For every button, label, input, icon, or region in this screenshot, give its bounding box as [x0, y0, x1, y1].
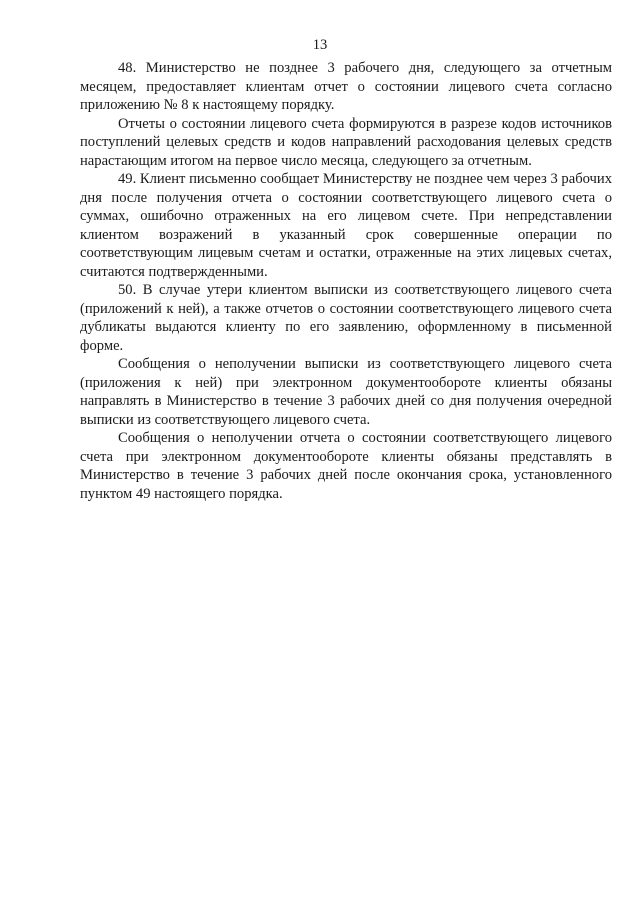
paragraph-49: 49. Клиент письменно сообщает Министерству не позднее чем через 3 рабочих дня после получения отчета о состоянии соответствующего лицевого счета о суммах, ошибочно отраженных на его лицевом счете. При непредставлении клиентом возражений в указанный срок совершенные операции по соответствующим лицевым счетам и остатки, отраженные на этих лицевых счетах, считаются подтвержденными. — [80, 171, 612, 280]
paragraph-50: 50. В случае утери клиентом выписки из соответствующего лицевого счета (приложений к ней), а также отчетов о состоянии соответствующего лицевого счета дубликаты выдаются клиенту по его заявлению, оформленному в письменной форме. — [80, 282, 612, 354]
paragraph-48-reports: Отчеты о состоянии лицевого счета формируются в разрезе кодов источников поступлений целевых средств и кодов направлений расходования целевых средств нарастающим итогом на первое число месяца, следующего за отчетным. — [80, 115, 612, 169]
paragraph-48: 48. Министерство не позднее 3 рабочего дня, следующего за отчетным месяцем, предоставляет клиентам отчет о состоянии лицевого счета согласно приложению № 8 к настоящему порядку. — [80, 60, 612, 113]
page-number: 13 — [312, 37, 328, 53]
document-body — [80, 59, 612, 503]
paragraph-50-reports: Сообщения о неполучении отчета о состоянии соответствующего лицевого счета при электронном документообороте клиенты обязаны представлять в Министерство в течение 3 рабочих дней после окончания срока, установленного пунктом 49 настоящего порядка. — [80, 430, 612, 502]
paragraph-50-statements: Сообщения о неполучении выписки из соответствующего лицевого счета (приложения к ней) при электронном документообороте клиенты обязаны направлять в Министерство в течение 3 рабочих дней со дня получения очередной выписки из соответствующего лицевого счета. — [80, 356, 612, 428]
